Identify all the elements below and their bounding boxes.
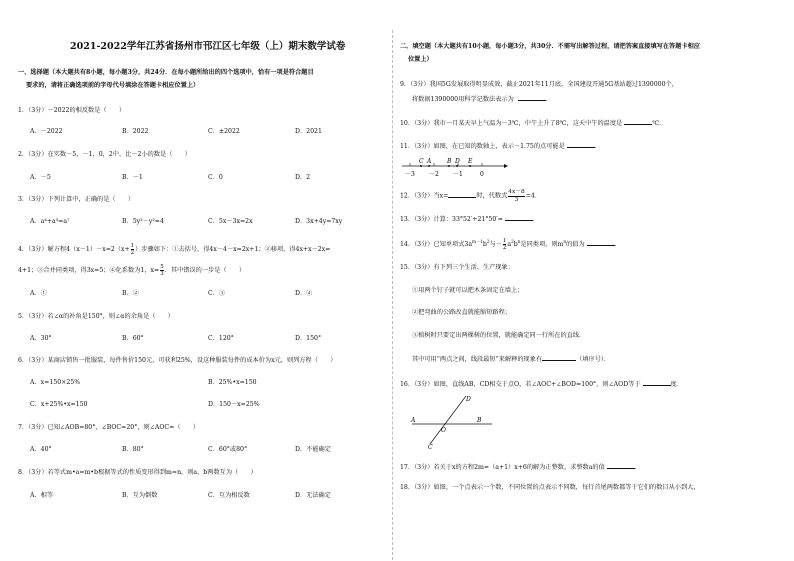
- q6-option-a: A．x=150×25%: [30, 379, 81, 386]
- q10-unit: ℃．: [652, 120, 666, 127]
- q4-fraction2-den: 3: [160, 271, 164, 277]
- q14-sup-n: n: [517, 239, 521, 244]
- q4-line1: [18, 243, 330, 256]
- q10-answer-blank[interactable]: [624, 118, 652, 125]
- q7-option-b: B．80°: [122, 446, 144, 453]
- q14-stem-b: b: [482, 241, 487, 249]
- q11-tick-label-minus3: －3: [405, 171, 415, 178]
- q11-point-d: [456, 165, 458, 167]
- q15-stem: 15．（3分）有下列三个生活、生产现象：: [400, 264, 514, 271]
- q17-line: 17．（3分）若关于x的方程2m=（a+1）x+6的解为正整数，求整数a的值 ．: [400, 464, 641, 471]
- section1-heading-line1: 一、选择题（本大题共有8小题，每小题3分，共24分．在每小题所给出的四个选项中，恰有一项是符合题目: [18, 69, 314, 76]
- q8-option-d: D．无法确定: [295, 492, 331, 499]
- q11-point-label-e: E: [468, 158, 473, 165]
- q12-line: [400, 189, 541, 203]
- q14-stem-c: 与－: [489, 241, 502, 249]
- q1-option-a: A．－2022: [30, 128, 63, 135]
- q15-conclusion: [412, 354, 610, 364]
- q11-point-b: [448, 165, 450, 167]
- q11-axis-arrow: [504, 164, 508, 168]
- q14-stem-e: b: [513, 241, 518, 249]
- q10-line: [400, 118, 665, 128]
- q5-option-d: D．150°: [295, 335, 322, 342]
- q16-label-a: A: [411, 417, 416, 424]
- q11-point-label-b: B: [447, 158, 452, 165]
- q14-stem-d: a: [507, 241, 512, 249]
- section2-heading-line2: 位置上）: [408, 56, 433, 63]
- q13-line: 13．（3分）计算：33°52′+21°50′= ．: [400, 216, 540, 223]
- q12-answer-blank[interactable]: [448, 191, 476, 198]
- q14-fraction-num: 1: [502, 238, 507, 245]
- q16-answer-blank[interactable]: [643, 379, 671, 386]
- q11-point-e: [469, 165, 471, 167]
- q12-fraction-num: 4x－8: [508, 189, 525, 195]
- q11-tick-label-minus1: －1: [453, 171, 463, 178]
- q2-option-a: A．－5: [30, 174, 51, 181]
- q8-option-b: B．互为倒数: [122, 492, 158, 499]
- q9-line2: 将数据1390000用科学记数法表示为 ．: [412, 96, 552, 103]
- q4-line2-end: ．其中错误的一步是（ ）: [164, 267, 246, 274]
- q4-fraction-den: 2: [130, 250, 135, 256]
- q16-intersecting-lines-figure: [408, 392, 498, 452]
- q4-fraction-five-thirds: [160, 264, 164, 277]
- q4-line1-start: 4．（3分）解方程4（x－1）－x=2（x+: [18, 246, 130, 253]
- q4-option-d: D．④: [295, 290, 313, 297]
- q9-answer-blank[interactable]: [518, 94, 546, 101]
- q16-stem: 16．（3分）如图，直线AB，CD相交于点O，若∠AOC+∠BOD=100°，则∠AOD等于: [400, 381, 641, 388]
- q14-stem-a: 14．（3分）已知单项式3a: [400, 241, 473, 249]
- q12-fraction: [508, 189, 524, 203]
- q4-line2-start: 4+1；③合并同类项，得3x=5；④化系数为1，x=: [18, 267, 160, 274]
- q2-option-b: B．－1: [122, 174, 143, 181]
- q1-option-d: D．2021: [295, 128, 322, 135]
- q4-option-b: B．②: [122, 290, 139, 297]
- q5-option-a: A．30°: [30, 335, 52, 342]
- q12-fraction-den: 3: [514, 196, 519, 203]
- q14-fraction: [503, 238, 507, 251]
- q14-answer-blank[interactable]: [587, 239, 615, 246]
- q16-line-cd: [430, 396, 466, 444]
- q15-conclusion-end: （填序号）．: [576, 356, 611, 363]
- q14-sup-2b: 2: [511, 239, 514, 244]
- q14-stem-f: 是同类项，则m: [520, 241, 564, 249]
- q4-option-a: A．①: [30, 290, 47, 297]
- q16-unit: 度．: [670, 381, 683, 388]
- page-title: 2021-2022学年江苏省扬州市邗江区七年级（上）期末数学试卷: [70, 41, 346, 52]
- q11-tick-label-0: 0: [480, 171, 484, 178]
- section2-heading-line1: 二、填空题（本大题共有10小题，每小题3分，共30分．不需写出解答过程，请把答案直接填写在答题卡相应: [400, 43, 700, 50]
- q15-item1: ①用两个钉子就可以把木条固定在墙上；: [412, 287, 524, 294]
- q6-option-d: D．150－x=25%: [208, 401, 260, 408]
- q11-point-label-d: D: [455, 158, 460, 165]
- q14-stem-g: 的值为: [566, 241, 585, 249]
- q2-option-d: D．2: [295, 174, 311, 181]
- q13-answer-blank[interactable]: [505, 214, 533, 221]
- q16-label-b: B: [477, 417, 482, 424]
- q4-fraction2-num: 5: [160, 264, 164, 270]
- q16-label-c: C: [428, 444, 433, 451]
- q12-stem-end: =4．: [525, 192, 542, 200]
- q18-stem: 18．（3分）如图，一个点表示一个数，不同位置的点表示不同数，每行首尾两数都等于它们的数目从小到大，: [400, 484, 700, 491]
- q16-line: [400, 379, 683, 389]
- q11-number-line-figure: [400, 156, 510, 180]
- q14-line: 14．（3分）已知单项式$3a^{m-1}b^2$与－ $\frac{1}{2}$ $a^2b^n$是同类项，则$m^n$的值为 ．: [400, 238, 621, 252]
- q14-sup-n2: n: [563, 239, 567, 244]
- q11-answer-blank[interactable]: [567, 141, 595, 148]
- q4-line1-end: ）步骤如下：①去括号，得4x－4－x=2x+1；②移项，得4x+x－2x=: [135, 246, 331, 253]
- q7-option-a: A．40°: [30, 446, 52, 453]
- q1-option-c: C．±2022: [208, 128, 240, 135]
- q7-option-d: D．不能确定: [295, 446, 331, 453]
- q3-stem: 3．（3分）下列计算中，正确的是（ ）: [18, 196, 135, 203]
- q1-stem: 1．（3分）－2022的相反数是（ ）: [18, 107, 126, 114]
- q14-sup-m1: m－1: [472, 239, 483, 244]
- q9-line2-text: 将数据1390000用科学记数法表示为: [412, 96, 514, 103]
- q4-line2: [18, 264, 245, 277]
- q3-option-c: C．5x－3x=2x: [208, 218, 253, 225]
- q15-answer-blank[interactable]: [542, 354, 576, 361]
- q11-stem: 11．（3分）如图，在已知的数轴上，表示－1.75的点可能是: [400, 143, 565, 150]
- q17-stem: 17．（3分）若关于x的方程2m=（a+1）x+6的解为正整数，求整数a的值: [400, 464, 605, 471]
- q15-item2: ②把弯曲的公路改直就能缩短路程；: [412, 309, 511, 316]
- q11-point-c: [420, 165, 422, 167]
- q4-fraction-half: [131, 243, 135, 256]
- q11-point-label-c: C: [419, 158, 424, 165]
- q11-line: 11．（3分）如图，在已知的数轴上，表示－1.75的点可能是 ．: [400, 143, 601, 150]
- q6-option-b: B．25%•x=150: [208, 379, 257, 386]
- q7-stem: 7．（3分）已知∠AOB=80°，∠BOC=20°，则∠AOC=（ ）: [18, 424, 200, 431]
- q12-stem-mid: 时，代数式: [476, 192, 508, 200]
- q15-conclusion-start: 其中可用“两点之间，线段最短”来解释的现象有: [412, 356, 543, 363]
- q14-sup-2a: 2: [486, 239, 490, 244]
- q17-answer-blank[interactable]: [607, 462, 635, 469]
- q15-item3: ③植树时只要定出两棵树的位置，就能确定同一行所在的直线．: [412, 332, 586, 339]
- section1-heading-line2: 要求的，请将正确选项前的字母代号填涂在答题卡相应位置上）: [26, 82, 200, 89]
- q8-stem: 8．（3分）若等式m•a=m•b根据等式的性质变形得到m=n，则a，b两数互为（ ）: [18, 469, 257, 476]
- q3-option-a: A．a⁴+a³=a⁷: [30, 218, 70, 225]
- q6-stem: 6．（3分）某商店销售一批服装，每件售价150元，可获利25%，设这种服装每件的成本价为x元，则列方程（ ）: [18, 357, 337, 364]
- q12-stem-start: 12．（3分）当x=: [400, 192, 449, 200]
- q4-fraction-num: 1: [130, 243, 135, 249]
- q8-option-c: C．互为相反数: [208, 492, 250, 499]
- q8-option-a: A．相等: [30, 492, 54, 499]
- q13-stem: 13．（3分）计算：33°52′+21°50′=: [400, 216, 503, 223]
- q5-stem: 5．（3分）若∠α的补角是150°，则∠α的余角是（ ）: [18, 313, 174, 320]
- q11-point-a: [428, 165, 430, 167]
- q10-stem: 10．（3分）我市一月某天早上气温为－3℃，中午上升了8℃，这天中午的温度是: [400, 120, 623, 127]
- q2-option-c: C．0: [208, 174, 223, 181]
- q9-line1: 9．（3分）我国5G发展取得明显成效，截止2021年11月底，全国建设开通5G基站超过1390000个，: [400, 81, 678, 88]
- q3-option-b: B．5y²－y²=4: [122, 218, 164, 225]
- q1-option-b: B．2022: [122, 128, 149, 135]
- q16-label-o: O: [441, 427, 446, 434]
- column-divider: [392, 30, 393, 560]
- q4-option-c: C．③: [208, 290, 226, 297]
- q11-tick-label-minus2: －2: [429, 171, 439, 178]
- q5-option-b: B．60°: [122, 335, 144, 342]
- q3-option-d: D．3x+4y=7xy: [295, 218, 343, 225]
- q5-option-c: C．120°: [208, 335, 234, 342]
- q16-label-d: D: [466, 396, 471, 403]
- q11-point-label-a: A: [427, 158, 432, 165]
- q7-option-c: C．60°或80°: [208, 446, 248, 453]
- q14-fraction-den: 2: [502, 245, 507, 252]
- q6-option-c: C．x+25%•x=150: [30, 401, 88, 408]
- q2-stem: 2．（3分）在实数－5，－1，0，2中，比－2小的数是（ ）: [18, 151, 191, 158]
